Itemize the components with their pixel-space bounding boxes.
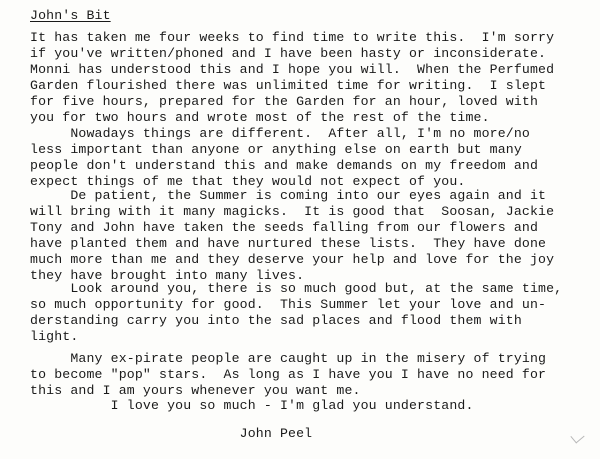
paragraph-5-line-1: Many ex-pirate people are caught up in the misery of trying	[30, 351, 547, 366]
paragraph-3-line-1: De patient, the Summer is coming into our eyes again and it	[30, 188, 547, 203]
letter-title: John's Bit	[30, 8, 111, 23]
paragraph-1-line-4: Garden flourished there was unlimited time for writing. I slept	[30, 78, 547, 93]
paragraph-2-line-2: less important than anyone or anything else on earth but many	[30, 142, 522, 157]
paragraph-4-line-1: Look around you, there is so much good but, at the same time,	[30, 281, 563, 296]
paragraph-1-line-2: if you've written/phoned and I have been hasty or inconsiderate.	[30, 46, 547, 61]
paragraph-1-line-5: for five hours, prepared for the Garden for an hour, loved with	[30, 94, 539, 109]
paragraph-2-line-1: Nowadays things are different. After all, I'm no more/no	[30, 126, 530, 141]
paragraph-5-line-3: this and I am yours whenever you want me.	[30, 383, 361, 398]
paragraph-3-line-3: Tony and John have taken the seeds falling from our flowers and	[30, 220, 539, 235]
paragraph-3-line-6: they have brought into many lives.	[30, 268, 305, 283]
paragraph-1-line-3: Monni has understood this and I hope you will. When the Perfumed	[30, 62, 555, 77]
paragraph-4-line-4: light.	[30, 329, 79, 344]
paragraph-3-line-4: have planted them and have nurtured these lists. They have done	[30, 236, 547, 251]
signature: John Peel	[30, 426, 313, 441]
paragraph-4-line-3: derstanding carry you into the sad places and flood them with	[30, 313, 522, 328]
closing-line: I love you so much - I'm glad you understand.	[30, 398, 474, 413]
paragraph-4-line-2: so much opportunity for good. This Summer let your love and un-	[30, 297, 547, 312]
pencil-tick-mark	[570, 430, 584, 444]
paragraph-1-line-6: you for two hours and wrote most of the rest of the time.	[30, 110, 490, 125]
paragraph-2-line-3: people don't understand this and make demands on my freedom and	[30, 158, 539, 173]
paragraph-3-line-5: much more than me and they deserve your help and love for the joy	[30, 252, 555, 267]
paragraph-3-line-2: will bring with it many magicks. It is good that Soosan, Jackie	[30, 204, 555, 219]
paragraph-5-line-2: to become "pop" stars. As long as I have you I have no need for	[30, 367, 547, 382]
paragraph-2-line-4: expect things of me that they would not expect of you.	[30, 174, 466, 189]
paragraph-1-line-1: It has taken me four weeks to find time to write this. I'm sorry	[30, 30, 555, 45]
